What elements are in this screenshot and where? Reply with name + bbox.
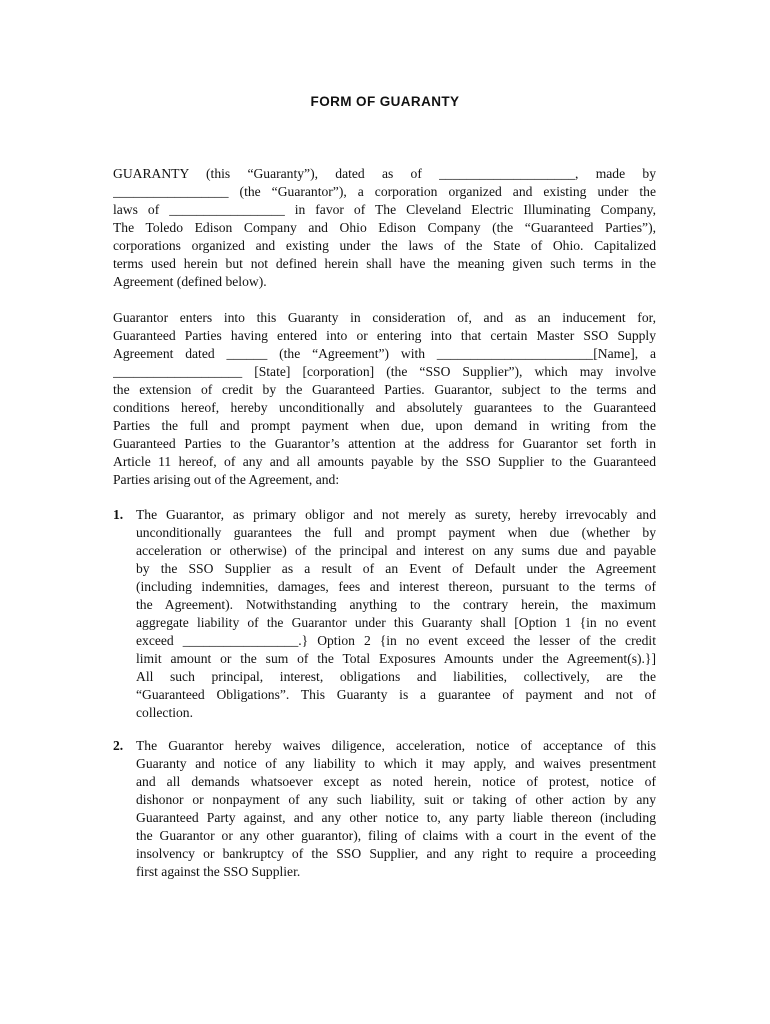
- item-number: 2.: [113, 738, 124, 753]
- text-line: conditions hereof, hereby unconditionally and absolutely guarantees to the Guaranteed: [113, 400, 656, 415]
- text-line: “Guaranteed Obligations”. This Guaranty is a guarantee of payment and not of: [136, 687, 656, 702]
- intro-paragraph: [113, 165, 656, 291]
- text-line: insolvency or bankruptcy of the SSO Supplier, and any right to require a proceeding: [136, 846, 656, 861]
- text-line: ___________________ [State] [corporation] (the “SSO Supplier”), which may involve: [113, 364, 656, 379]
- text-line: The Toledo Edison Company and Ohio Edison Company (the “Guaranteed Parties”),: [113, 220, 656, 235]
- text-line: acceleration or otherwise) of the principal and interest on any sums due and payable: [136, 543, 656, 558]
- text-line: Guaranty and notice of any liability to which it may apply, and waives presentment: [136, 756, 656, 771]
- list-item: [136, 506, 656, 722]
- text-line: Guaranteed Party against, and any other notice to, any party liable thereon (including: [136, 810, 656, 825]
- text-line: The Guarantor hereby waives diligence, acceleration, notice of acceptance of this: [136, 738, 656, 753]
- text-line: limit amount or the sum of the Total Exposures Amounts under the Agreement(s).}]: [136, 651, 656, 666]
- list-item: [136, 737, 656, 881]
- item-number: 1.: [113, 507, 124, 522]
- text-line: GUARANTY (this “Guaranty”), dated as of ____________________, made by: [113, 166, 656, 181]
- text-line: collection.: [136, 705, 193, 720]
- recital-paragraph: [113, 309, 656, 489]
- text-line: corporations organized and existing under the laws of the State of Ohio. Capitalized: [113, 238, 656, 253]
- text-line: All such principal, interest, obligations and liabilities, collectively, are the: [136, 669, 656, 684]
- text-line: the extension of credit by the Guaranteed Parties. Guarantor, subject to the terms and: [113, 382, 656, 397]
- text-line: Guaranteed Parties having entered into or entering into that certain Master SSO Supply: [113, 328, 656, 343]
- text-line: terms used herein but not defined herein shall have the meaning given such terms in the: [113, 256, 656, 271]
- text-line: and all demands whatsoever except as noted herein, notice of protest, notice of: [136, 774, 656, 789]
- document-title: FORM OF GUARANTY: [310, 94, 460, 109]
- text-line: Article 11 hereof, of any and all amounts payable by the SSO Supplier to the Guaranteed: [113, 454, 656, 469]
- text-line: (including indemnities, damages, fees and interest thereon, pursuant to the terms of: [136, 579, 656, 594]
- text-line: The Guarantor, as primary obligor and not merely as surety, hereby irrevocably and: [136, 507, 656, 522]
- text-line: by the SSO Supplier as a result of an Event of Default under the Agreement: [136, 561, 656, 576]
- text-line: unconditionally guarantees the full and prompt payment when due (whether by: [136, 525, 656, 540]
- text-line: Guaranteed Parties to the Guarantor’s attention at the address for Guarantor set forth in: [113, 436, 656, 451]
- text-line: the Agreement). Notwithstanding anything to the contrary herein, the maximum: [136, 597, 656, 612]
- text-line: Agreement (defined below).: [113, 274, 267, 289]
- text-line: aggregate liability of the Guarantor under this Guaranty shall [Option 1 {in no event: [136, 615, 656, 630]
- text-line: dishonor or nonpayment of any such liability, suit or taking of other action by any: [136, 792, 656, 807]
- text-line: the Guarantor or any other guarantor), filing of claims with a court in the event of the: [136, 828, 656, 843]
- text-line: exceed _________________.} Option 2 {in no event exceed the lesser of the credit: [136, 633, 656, 648]
- text-line: Parties arising out of the Agreement, and:: [113, 472, 340, 487]
- text-line: first against the SSO Supplier.: [136, 864, 301, 879]
- text-line: Agreement dated ______ (the “Agreement”) with _______________________[Name], a: [113, 346, 656, 361]
- text-line: Guarantor enters into this Guaranty in consideration of, and as an inducement for,: [113, 310, 656, 325]
- text-line: laws of _________________ in favor of The Cleveland Electric Illuminating Company,: [113, 202, 656, 217]
- text-line: _________________ (the “Guarantor”), a corporation organized and existing under the: [113, 184, 656, 199]
- text-line: Parties the full and prompt payment when due, upon demand in writing from the: [113, 418, 656, 433]
